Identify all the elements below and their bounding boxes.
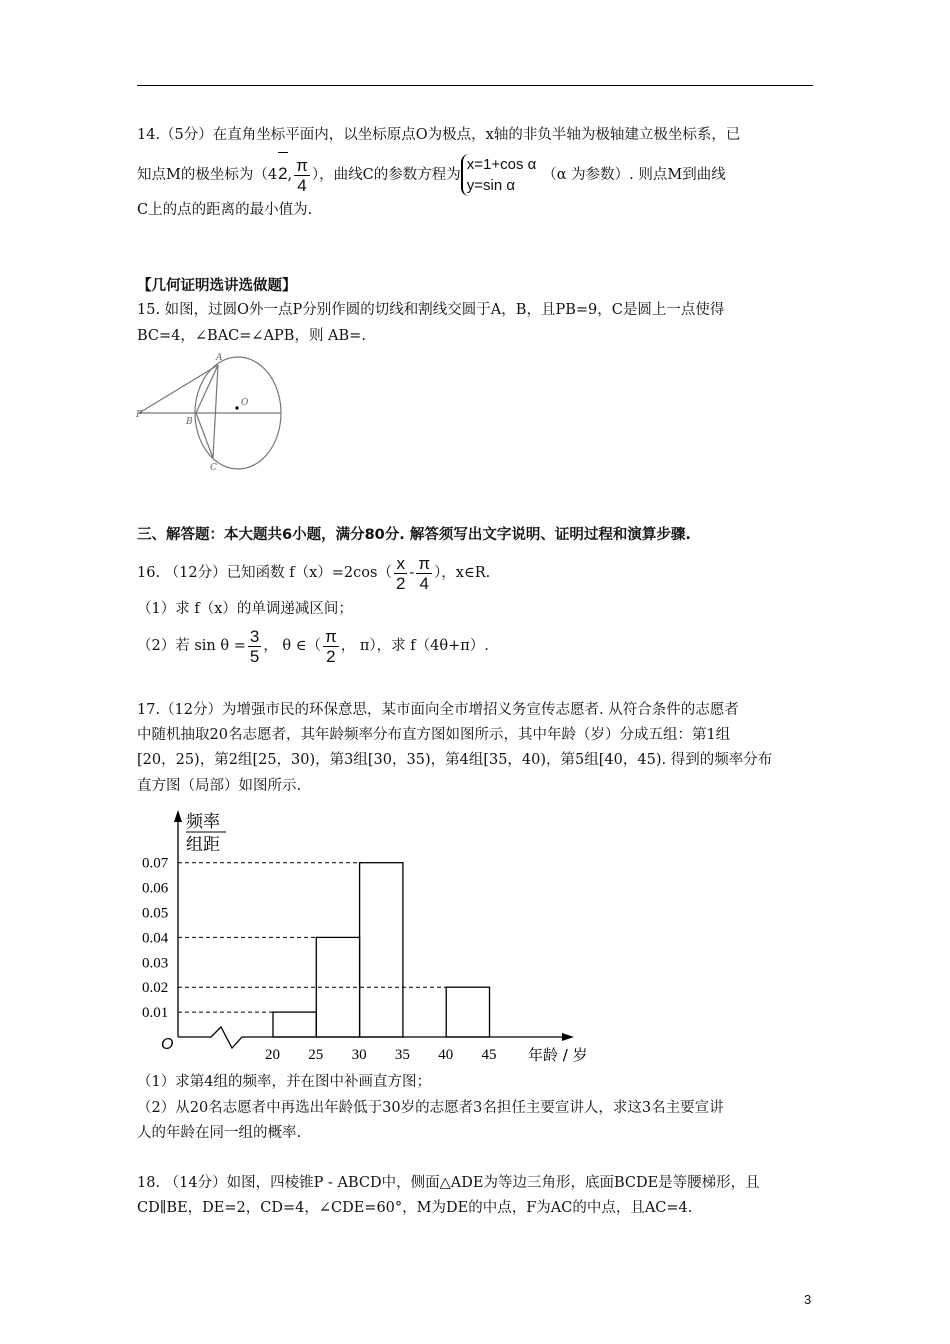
x-tick-label: 30	[351, 1047, 367, 1063]
y-tick-label: 0.06	[142, 880, 169, 897]
page-number: 3	[804, 1292, 812, 1307]
y-tick-label: 0.04	[142, 930, 169, 947]
xlabel: 年龄 / 岁	[528, 1046, 588, 1064]
q15-line2: BC=4，∠BAC=∠APB，则 AB=.	[137, 328, 366, 344]
q16-text: 16. （12分）已知函数 f（x）=2cos（	[137, 565, 392, 581]
q17-part1: （1）求第4组的频率，并在图中补画直方图；	[137, 1074, 431, 1090]
x-tick-label: 40	[438, 1047, 454, 1063]
denominator: 2	[326, 646, 336, 666]
denominator: 5	[249, 646, 260, 666]
denominator: 4	[419, 573, 429, 593]
label-c: C	[210, 463, 217, 473]
q14-text: （α 为参数）. 则点M到曲线	[542, 167, 726, 183]
q16-text: （2）若 sin θ =	[137, 638, 246, 654]
x-axis-arrow	[562, 1033, 574, 1041]
q17-line1: 17.（12分）为增强市民的环保意思，某市面向全市增招义务宣传志愿者. 从符合条件的志愿者	[137, 702, 739, 718]
q18-line2: CD∥BE，DE=2，CD=4，∠CDE=60°，M为DE的中点，F为AC的中点，且AC=4.	[137, 1200, 693, 1216]
ylabel-denominator: 组距	[186, 835, 220, 855]
q16-text: ， θ ∈（	[263, 638, 322, 654]
label-p: P	[136, 410, 143, 420]
y-tick-label: 0.02	[142, 980, 169, 997]
x-tick-label: 25	[308, 1047, 324, 1063]
q17-part2-line2: 人的年龄在同一组的概率.	[137, 1125, 302, 1141]
denominator: 2	[395, 573, 406, 593]
y-tick-label: 0.01	[142, 1005, 169, 1022]
numerator: π	[418, 553, 431, 573]
q18-line1: 18. （14分）如图，四棱锥P - ABCD中，侧面△ADE为等边三角形，底面BCDE是等腰梯形，且	[137, 1175, 760, 1191]
x-tick-label: 35	[394, 1047, 410, 1063]
histogram-bar	[273, 1012, 316, 1037]
q17-line2: 中随机抽取20名志愿者，其年龄频率分布直方图如图所示，其中年龄（岁）分成五组：第1组	[137, 727, 731, 743]
q14-line3: C上的点的距离的最小值为.	[137, 202, 313, 218]
q16-part1: （1）求 f（x）的单调递减区间；	[137, 601, 353, 617]
numerator: x	[394, 554, 407, 574]
q16-text: ， π），求 f（4θ+π）.	[340, 638, 489, 654]
section-geometry-heading: 【几何证明选讲选做题】	[137, 278, 297, 294]
q17-line4: 直方图（局部）如图所示.	[137, 778, 302, 794]
q14-text: 知点M的极坐标为（4	[137, 167, 278, 183]
q14-line1: 14.（5分）在直角坐标平面内，以坐标原点O为极点，x轴的非负半轴为极轴建立极坐标系，已	[137, 127, 741, 143]
y-tick-label: 0.03	[142, 955, 169, 972]
histogram-bar	[360, 863, 403, 1037]
label-a: A	[216, 353, 223, 363]
minus: -	[409, 565, 415, 581]
numerator: π	[296, 155, 308, 175]
label-o: O	[241, 398, 249, 408]
comma: ,	[287, 167, 293, 183]
denominator: 4	[297, 175, 307, 195]
q15-line1: 15. 如图，过圆O外一点P分别作圆的切线和割线交圆于A，B，且PB=9，C是圆上一点使得	[137, 302, 725, 318]
y-tick-label: 0.07	[142, 855, 169, 872]
equation-x: x=1+cos α	[466, 156, 537, 173]
x-tick-label: 20	[265, 1047, 280, 1063]
ylabel-numerator: 频率	[186, 812, 220, 832]
q16-text: ），x∈R.	[434, 565, 491, 581]
origin-label: O	[161, 1036, 174, 1053]
equation-y: y=sin α	[466, 177, 516, 194]
sqrt-2: 2	[278, 152, 287, 195]
y-tick-label: 0.05	[142, 905, 169, 922]
y-axis-arrow	[174, 810, 182, 822]
x-tick-label: 45	[481, 1047, 497, 1063]
label-b: B	[186, 417, 193, 427]
q14-text: ），曲线C的参数方程为	[311, 167, 461, 183]
numerator: π	[325, 626, 337, 646]
section-3-heading: 三、解答题：本大题共6小题，满分80分. 解答须写出文字说明、证明过程和演算步骤.	[137, 527, 691, 543]
numerator: 3	[249, 626, 260, 646]
q17-line3: [20，25)，第2组[25，30)，第3组[30，35)，第4组[35，40)，第5组[40，45). 得到的频率分布	[137, 752, 773, 768]
histogram-bar	[446, 987, 489, 1037]
q17-part2-line1: （2）从20名志愿者中再选出年龄低于30岁的志愿者3名担任主要宣讲人，求这3名主要宣讲	[137, 1100, 724, 1116]
